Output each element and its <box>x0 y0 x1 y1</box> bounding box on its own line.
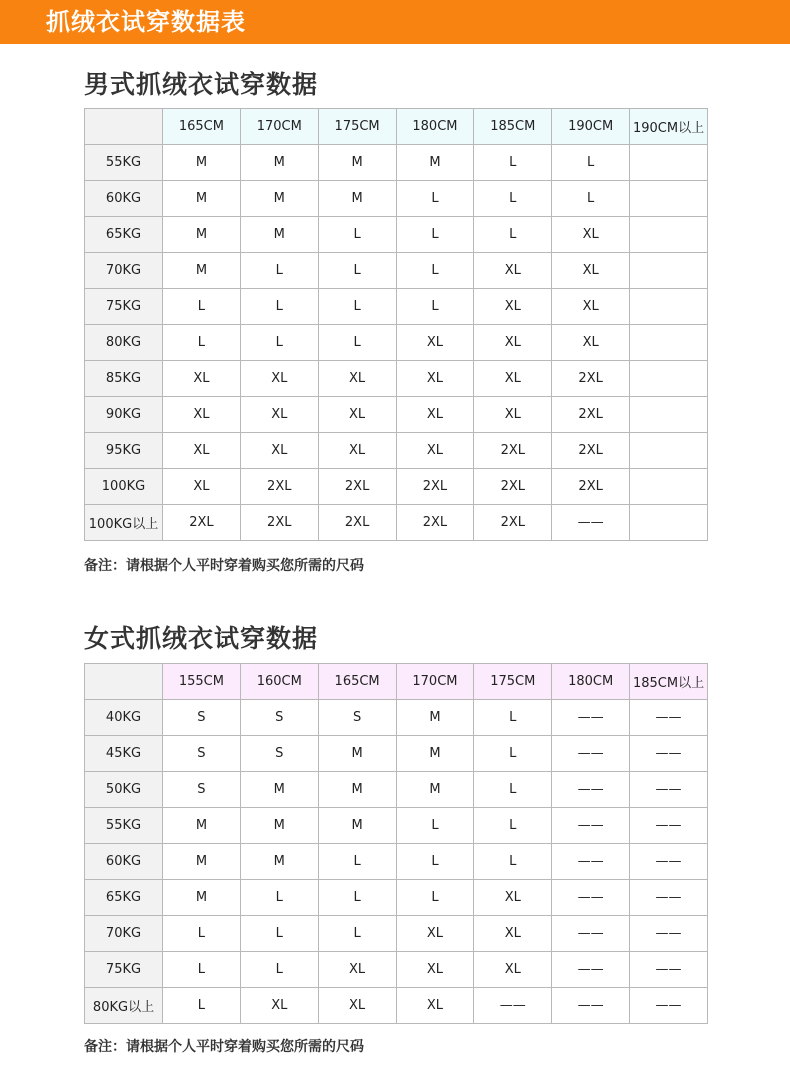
men-size-table <box>84 108 708 541</box>
height-column-header: 170CM <box>396 664 474 700</box>
size-cell: M <box>240 808 318 844</box>
table-row <box>85 433 708 469</box>
size-cell <box>630 181 708 217</box>
size-cell: S <box>318 700 396 736</box>
size-cell: M <box>163 253 241 289</box>
weight-row-header: 85KG <box>85 361 163 397</box>
size-cell: S <box>163 772 241 808</box>
header-row <box>85 109 708 145</box>
size-cell: L <box>318 844 396 880</box>
size-cell: L <box>474 772 552 808</box>
size-cell: L <box>163 916 241 952</box>
size-cell: L <box>474 700 552 736</box>
size-cell: XL <box>318 397 396 433</box>
size-cell: 2XL <box>318 505 396 541</box>
size-cell: 2XL <box>552 361 630 397</box>
size-cell: XL <box>163 397 241 433</box>
size-cell: 2XL <box>552 433 630 469</box>
size-cell: XL <box>396 433 474 469</box>
size-cell: XL <box>240 397 318 433</box>
size-cell: M <box>163 145 241 181</box>
size-cell: L <box>552 145 630 181</box>
height-column-header: 180CM <box>552 664 630 700</box>
weight-row-header: 100KG <box>85 469 163 505</box>
women-size-table <box>84 663 708 1024</box>
size-cell: L <box>318 289 396 325</box>
size-cell: L <box>474 736 552 772</box>
size-cell: M <box>240 772 318 808</box>
size-cell: 2XL <box>240 469 318 505</box>
weight-row-header: 80KG以上 <box>85 988 163 1024</box>
table-row <box>85 397 708 433</box>
weight-row-header: 60KG <box>85 181 163 217</box>
size-cell: —— <box>552 916 630 952</box>
men-note: 备注：请根据个人平时穿着购买您所需的尺码 <box>84 558 364 574</box>
size-cell: L <box>474 808 552 844</box>
corner-cell <box>85 109 163 145</box>
size-cell: L <box>474 181 552 217</box>
header-banner <box>0 0 790 44</box>
weight-row-header: 75KG <box>85 289 163 325</box>
size-cell: L <box>318 916 396 952</box>
size-cell: M <box>318 808 396 844</box>
size-cell: L <box>318 217 396 253</box>
size-cell: M <box>396 736 474 772</box>
height-column-header: 185CM以上 <box>630 664 708 700</box>
size-cell: L <box>396 289 474 325</box>
table-row <box>85 289 708 325</box>
table-row <box>85 808 708 844</box>
table-row <box>85 145 708 181</box>
size-cell: XL <box>318 361 396 397</box>
size-cell: —— <box>552 505 630 541</box>
table-row <box>85 181 708 217</box>
size-cell: XL <box>240 361 318 397</box>
size-cell: —— <box>552 844 630 880</box>
corner-cell <box>85 664 163 700</box>
size-cell: XL <box>474 253 552 289</box>
size-cell: L <box>163 952 241 988</box>
size-cell: L <box>240 952 318 988</box>
size-cell: —— <box>630 736 708 772</box>
size-cell: XL <box>474 397 552 433</box>
size-cell: L <box>318 880 396 916</box>
size-cell: XL <box>474 952 552 988</box>
size-cell: XL <box>474 325 552 361</box>
size-cell: XL <box>474 880 552 916</box>
weight-row-header: 70KG <box>85 916 163 952</box>
weight-row-header: 55KG <box>85 145 163 181</box>
table-row <box>85 505 708 541</box>
size-cell <box>630 397 708 433</box>
banner-title: 抓绒衣试穿数据表 <box>46 8 246 36</box>
table-row <box>85 952 708 988</box>
table-row <box>85 469 708 505</box>
size-cell: L <box>396 808 474 844</box>
size-cell: 2XL <box>474 505 552 541</box>
size-cell: M <box>318 736 396 772</box>
size-cell: XL <box>163 433 241 469</box>
size-cell: 2XL <box>552 397 630 433</box>
size-cell: L <box>318 325 396 361</box>
height-column-header: 165CM <box>163 109 241 145</box>
size-cell <box>630 253 708 289</box>
size-cell: M <box>318 181 396 217</box>
size-cell: M <box>163 844 241 880</box>
size-cell: L <box>396 880 474 916</box>
size-cell <box>630 505 708 541</box>
size-cell: 2XL <box>552 469 630 505</box>
size-cell: —— <box>630 772 708 808</box>
size-cell: —— <box>630 700 708 736</box>
size-cell: L <box>318 253 396 289</box>
table-row <box>85 772 708 808</box>
size-cell: L <box>552 181 630 217</box>
size-cell: L <box>396 181 474 217</box>
weight-row-header: 95KG <box>85 433 163 469</box>
size-cell: XL <box>552 289 630 325</box>
size-cell: XL <box>552 253 630 289</box>
size-cell: XL <box>396 988 474 1024</box>
size-cell: XL <box>396 325 474 361</box>
women-section-title: 女式抓绒衣试穿数据 <box>84 624 319 653</box>
size-cell <box>630 325 708 361</box>
weight-row-header: 75KG <box>85 952 163 988</box>
size-cell: —— <box>630 808 708 844</box>
size-cell <box>630 361 708 397</box>
height-column-header: 175CM <box>318 109 396 145</box>
size-cell: XL <box>318 433 396 469</box>
size-cell: M <box>240 145 318 181</box>
size-cell: XL <box>552 325 630 361</box>
size-cell: 2XL <box>396 505 474 541</box>
size-cell: M <box>318 145 396 181</box>
height-column-header: 185CM <box>474 109 552 145</box>
size-cell: L <box>396 844 474 880</box>
table-row <box>85 988 708 1024</box>
size-cell: XL <box>240 433 318 469</box>
size-cell: XL <box>163 361 241 397</box>
table-row <box>85 361 708 397</box>
size-cell: M <box>396 772 474 808</box>
size-cell: L <box>396 253 474 289</box>
table-row <box>85 700 708 736</box>
size-cell: XL <box>396 916 474 952</box>
height-column-header: 160CM <box>240 664 318 700</box>
weight-row-header: 65KG <box>85 217 163 253</box>
size-cell: —— <box>552 808 630 844</box>
size-cell: L <box>240 880 318 916</box>
size-cell <box>630 433 708 469</box>
size-cell: L <box>240 325 318 361</box>
size-cell: 2XL <box>318 469 396 505</box>
size-cell: S <box>240 736 318 772</box>
size-cell: XL <box>396 361 474 397</box>
size-cell: L <box>474 145 552 181</box>
size-cell: M <box>240 181 318 217</box>
size-cell <box>630 289 708 325</box>
size-cell: S <box>163 700 241 736</box>
size-cell: —— <box>552 880 630 916</box>
table-row <box>85 916 708 952</box>
header-row <box>85 664 708 700</box>
size-cell: —— <box>630 952 708 988</box>
size-cell: XL <box>474 916 552 952</box>
size-cell: M <box>240 217 318 253</box>
table-row <box>85 844 708 880</box>
size-cell: —— <box>630 916 708 952</box>
size-cell: XL <box>163 469 241 505</box>
table-row <box>85 253 708 289</box>
size-cell: —— <box>630 988 708 1024</box>
size-cell: L <box>240 916 318 952</box>
height-column-header: 170CM <box>240 109 318 145</box>
size-cell <box>630 469 708 505</box>
height-column-header: 155CM <box>163 664 241 700</box>
size-cell: L <box>163 988 241 1024</box>
weight-row-header: 60KG <box>85 844 163 880</box>
height-column-header: 190CM <box>552 109 630 145</box>
size-cell: —— <box>552 988 630 1024</box>
weight-row-header: 100KG以上 <box>85 505 163 541</box>
size-cell: M <box>163 217 241 253</box>
size-cell: M <box>163 808 241 844</box>
size-cell: M <box>318 772 396 808</box>
size-cell: —— <box>552 736 630 772</box>
size-cell: XL <box>318 952 396 988</box>
size-cell: L <box>240 289 318 325</box>
size-cell: M <box>240 844 318 880</box>
size-cell: XL <box>318 988 396 1024</box>
size-cell: 2XL <box>474 433 552 469</box>
size-cell: XL <box>396 952 474 988</box>
weight-row-header: 45KG <box>85 736 163 772</box>
table-row <box>85 217 708 253</box>
size-cell: M <box>396 145 474 181</box>
weight-row-header: 40KG <box>85 700 163 736</box>
size-cell <box>630 145 708 181</box>
weight-row-header: 50KG <box>85 772 163 808</box>
weight-row-header: 70KG <box>85 253 163 289</box>
size-cell: M <box>163 880 241 916</box>
size-cell: XL <box>396 397 474 433</box>
size-cell: XL <box>474 289 552 325</box>
size-cell: 2XL <box>474 469 552 505</box>
height-column-header: 180CM <box>396 109 474 145</box>
size-cell: XL <box>474 361 552 397</box>
weight-row-header: 65KG <box>85 880 163 916</box>
size-cell: 2XL <box>396 469 474 505</box>
women-note: 备注：请根据个人平时穿着购买您所需的尺码 <box>84 1039 364 1055</box>
weight-row-header: 80KG <box>85 325 163 361</box>
weight-row-header: 55KG <box>85 808 163 844</box>
size-cell: L <box>474 844 552 880</box>
size-cell: XL <box>552 217 630 253</box>
size-cell: L <box>396 217 474 253</box>
size-cell: —— <box>552 700 630 736</box>
table-row <box>85 880 708 916</box>
size-cell: —— <box>630 880 708 916</box>
size-cell: —— <box>474 988 552 1024</box>
size-cell: —— <box>552 772 630 808</box>
size-cell: L <box>163 289 241 325</box>
size-cell: S <box>163 736 241 772</box>
size-cell: M <box>396 700 474 736</box>
size-cell: —— <box>630 844 708 880</box>
table-row <box>85 325 708 361</box>
table-row <box>85 736 708 772</box>
size-cell: XL <box>240 988 318 1024</box>
size-cell <box>630 217 708 253</box>
size-cell: S <box>240 700 318 736</box>
size-cell: 2XL <box>163 505 241 541</box>
height-column-header: 165CM <box>318 664 396 700</box>
height-column-header: 175CM <box>474 664 552 700</box>
size-cell: 2XL <box>240 505 318 541</box>
size-cell: —— <box>552 952 630 988</box>
weight-row-header: 90KG <box>85 397 163 433</box>
men-section-title: 男式抓绒衣试穿数据 <box>84 70 319 99</box>
size-cell: L <box>163 325 241 361</box>
size-cell: L <box>240 253 318 289</box>
size-cell: M <box>163 181 241 217</box>
size-cell: L <box>474 217 552 253</box>
height-column-header: 190CM以上 <box>630 109 708 145</box>
